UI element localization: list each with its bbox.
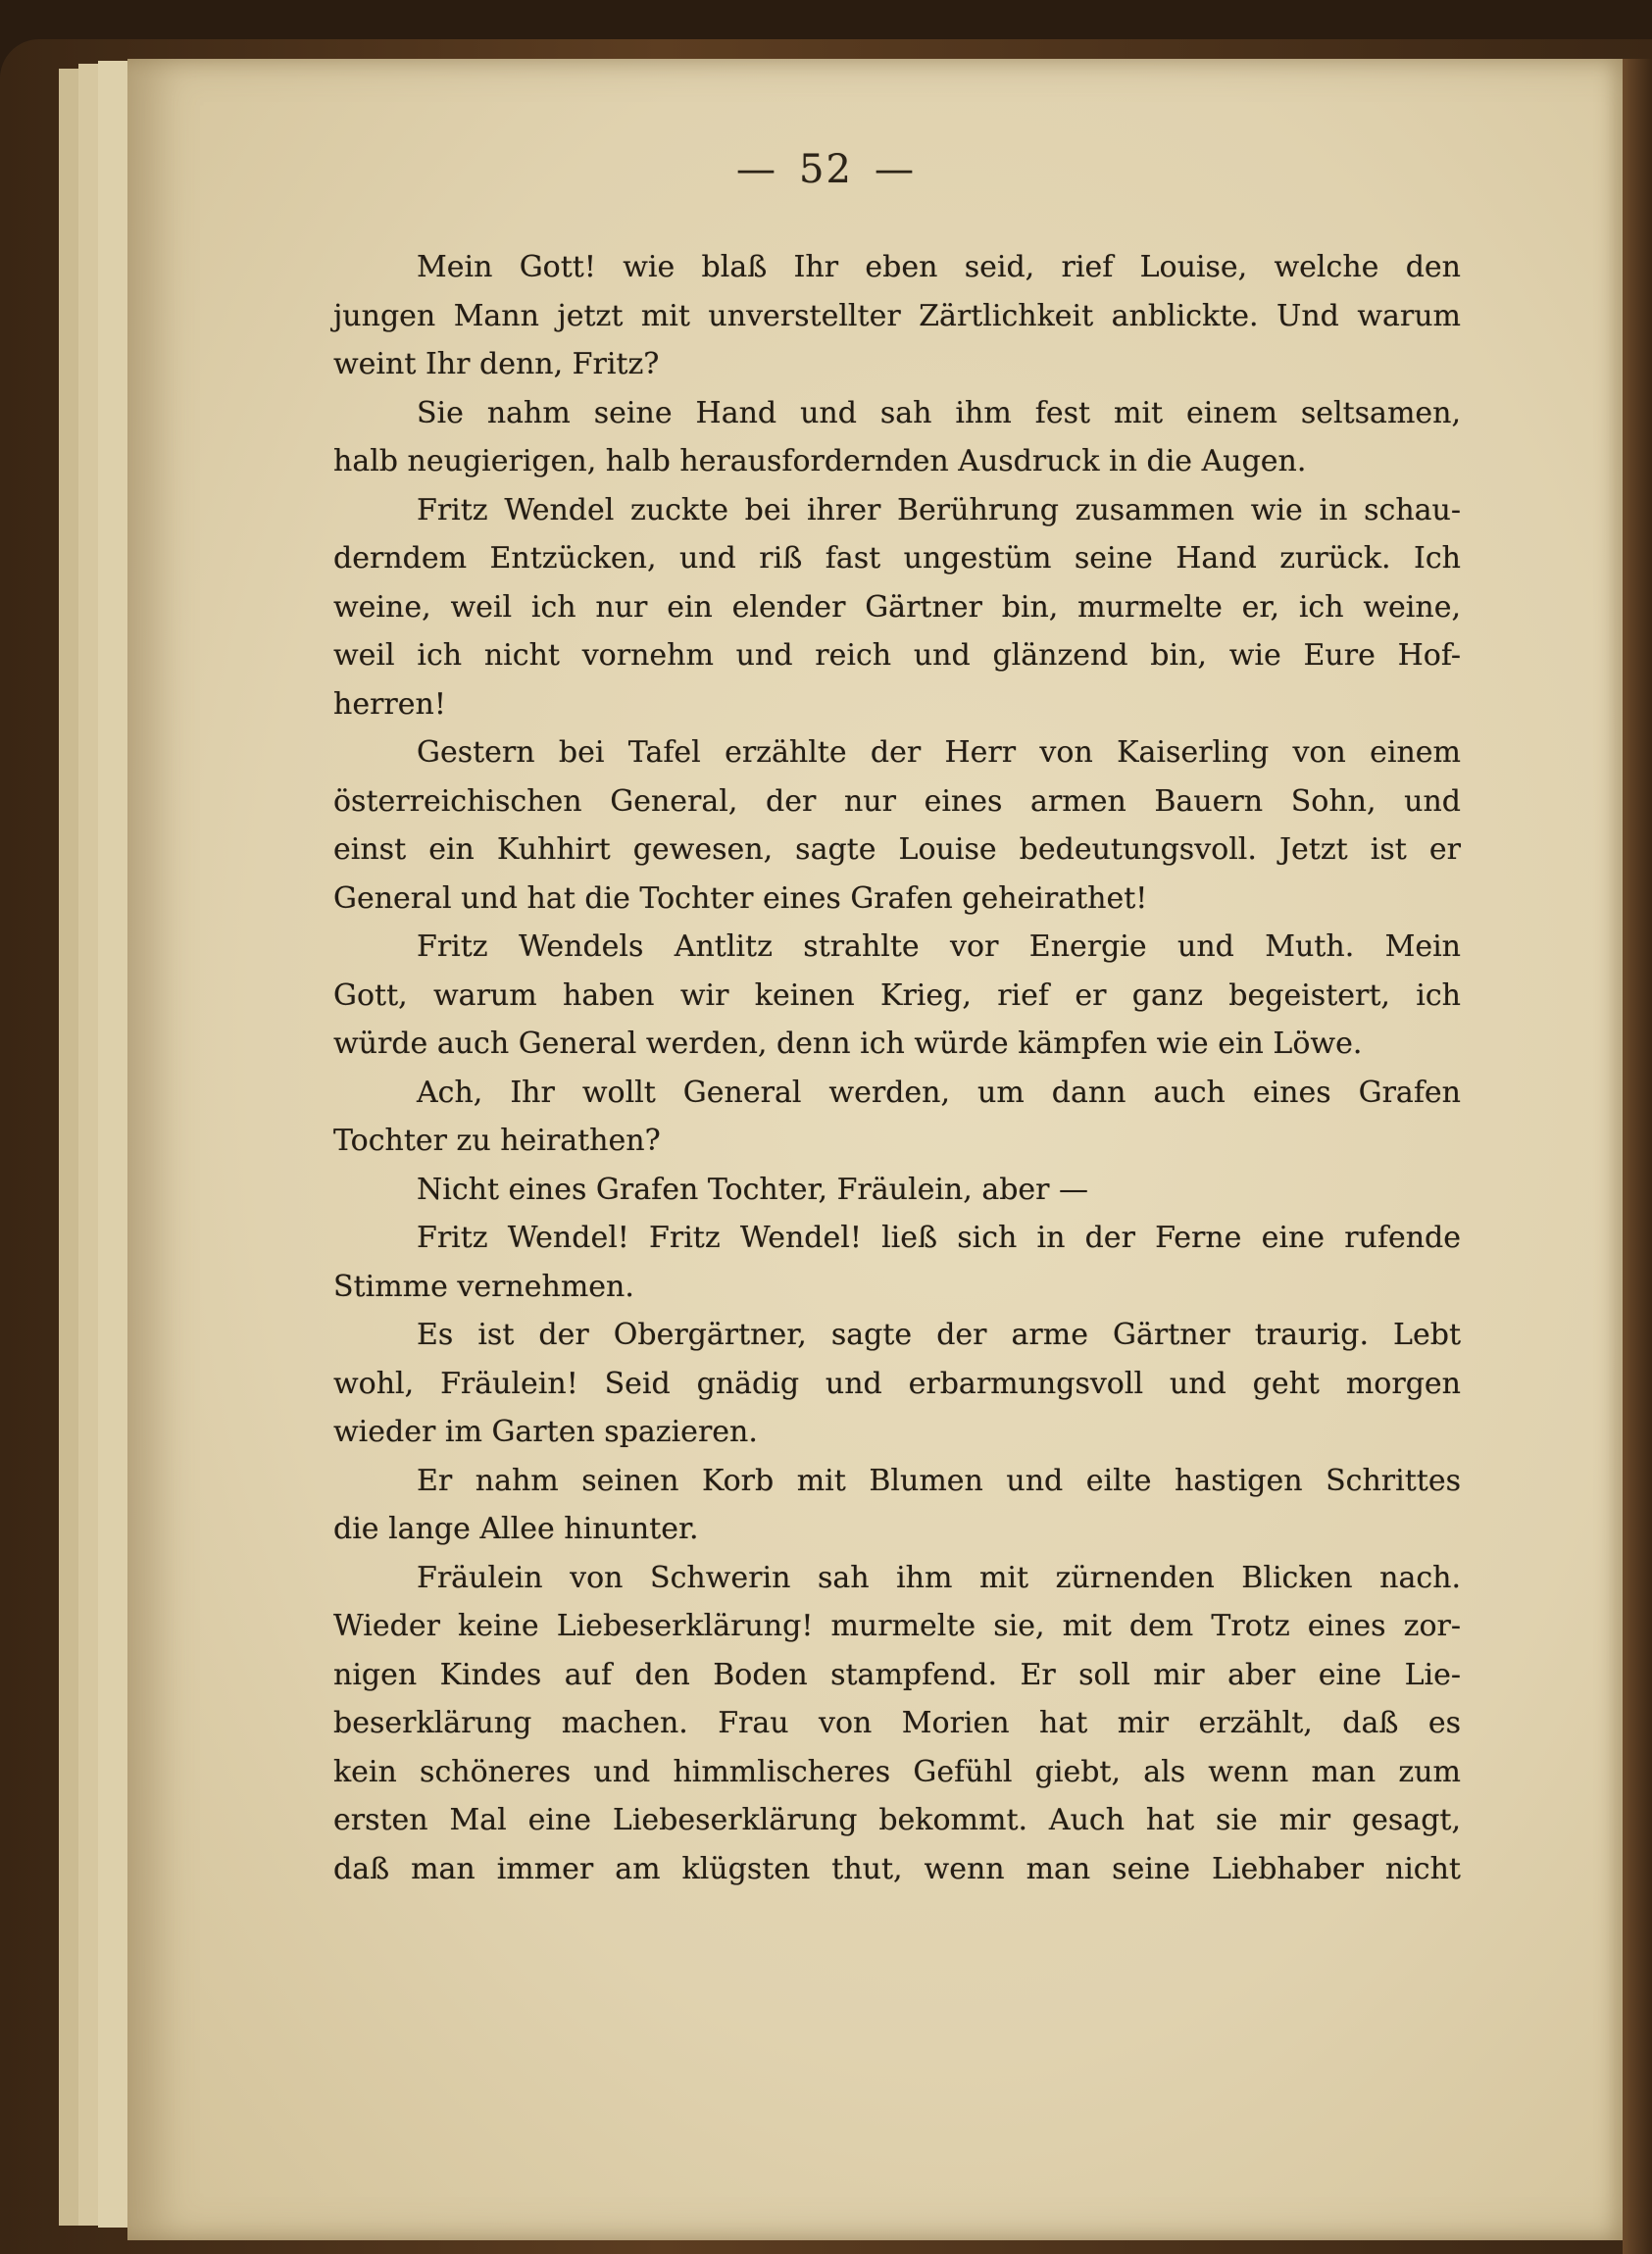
text-line: halb neugierigen, halb herausfordernden Ausdruck in die Augen. <box>333 444 1307 478</box>
text-line: jungen Mann jetzt mit unverstellter Zärtlichkeit anblickte. Und warum <box>333 298 1461 333</box>
text-line: weine, weil ich nur ein elender Gärtner bin, murmelte er, ich weine, <box>333 589 1461 625</box>
text-line: daß man immer am klügsten thut, wenn man seine Liebhaber nicht <box>333 1851 1461 1886</box>
text-line: weil ich nicht vornehm und reich und glänzend bin, wie Eure Hof- <box>333 638 1461 673</box>
text-line: österreichischen General, der nur eines armen Bauern Sohn, und <box>333 783 1461 819</box>
text-line: Wieder keine Liebeserklärung! murmelte sie, mit dem Trotz eines zor- <box>333 1609 1461 1643</box>
text-line: die lange Allee hinunter. <box>333 1512 699 1546</box>
text-line: wohl, Fräulein! Seid gnädig und erbarmungsvoll und geht morgen <box>333 1366 1461 1401</box>
text-line: ersten Mal eine Liebeserklärung bekommt. Auch hat sie mir gesagt, <box>333 1803 1461 1837</box>
text-line: Fritz Wendels Antlitz strahlte vor Energie und Muth. Mein <box>417 929 1461 964</box>
text-line: Gott, warum haben wir keinen Krieg, rief er ganz begeistert, ich <box>333 977 1461 1013</box>
text-line: Gestern bei Tafel erzählte der Herr von Kaiserling von einem <box>417 735 1461 770</box>
text-line: Fräulein von Schwerin sah ihm mit zürnenden Blicken nach. <box>417 1560 1461 1595</box>
text-line: Fritz Wendel zuckte bei ihrer Berührung zusammen wie in schau- <box>417 492 1461 527</box>
text-line: derndem Entzücken, und riß fast ungestüm seine Hand zurück. Ich <box>333 541 1461 576</box>
text-line: Tochter zu heirathen? <box>333 1124 661 1158</box>
text-line: Stimme vernehmen. <box>333 1269 634 1304</box>
text-line: Ach, Ihr wollt General werden, um dann auch eines Grafen <box>417 1075 1461 1110</box>
body-text <box>333 243 1461 1893</box>
text-line: herren! <box>333 686 446 722</box>
text-line: einst ein Kuhhirt gewesen, sagte Louise bedeutungsvoll. Jetzt ist er <box>333 832 1461 867</box>
text-line: Mein Gott! wie blaß Ihr eben seid, rief Louise, welche den <box>417 250 1461 284</box>
text-line: Er nahm seinen Korb mit Blumen und eilte hastigen Schrittes <box>417 1463 1461 1498</box>
text-line: weint Ihr denn, Fritz? <box>333 347 660 381</box>
text-line: Sie nahm seine Hand und sah ihm fest mit einem seltsamen, <box>417 395 1461 430</box>
text-line: kein schöneres und himmlischeres Gefühl giebt, als wenn man zum <box>333 1754 1461 1789</box>
page-number-dash-left: — <box>736 147 778 192</box>
text-line: nigen Kindes auf den Boden stampfend. Er soll mir aber eine Lie- <box>333 1657 1461 1692</box>
page-number-header <box>0 147 1652 192</box>
text-line: Fritz Wendel! Fritz Wendel! ließ sich in der Ferne eine rufende <box>417 1221 1461 1255</box>
text-line: Nicht eines Grafen Tochter, Fräulein, aber — <box>417 1172 1089 1207</box>
text-line: wieder im Garten spazieren. <box>333 1415 758 1449</box>
page-number-dash-right: — <box>874 147 916 192</box>
text-line: General und hat die Tochter eines Grafen geheirathet! <box>333 880 1148 916</box>
text-line: würde auch General werden, denn ich würde kämpfen wie ein Löwe. <box>333 1027 1363 1061</box>
book-spine-edge <box>1623 59 1652 2254</box>
text-line: beserklärung machen. Frau von Morien hat mir erzählt, daß es <box>333 1706 1461 1740</box>
page-number: 52 <box>799 147 853 192</box>
text-line: Es ist der Obergärtner, sagte der arme Gärtner traurig. Lebt <box>417 1318 1461 1352</box>
